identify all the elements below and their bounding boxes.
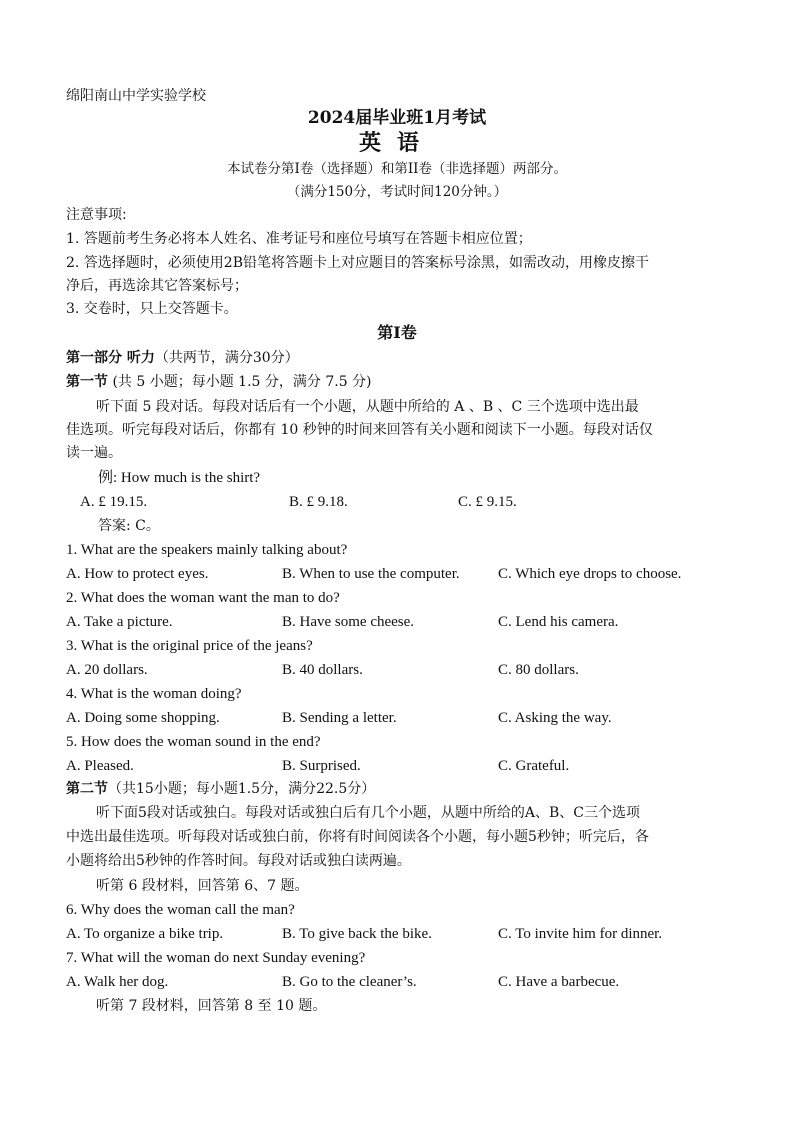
paper-structure-note: 本试卷分第I卷（选择题）和第II卷（非选择题）两部分。 [227,161,567,177]
question-5-option-a: A. Pleased. [66,758,134,774]
section1-instructions: 听下面 5 段对话。每段对话后有一个小题，从题中所给的 A 、B 、C 三个选项中选出最 [96,399,639,415]
question-5-option-b: B. Surprised. [282,758,361,774]
example-option-a: A. £ 19.15. [80,494,148,510]
subject-title: 英语 [358,130,435,156]
question-7-option-b: B. Go to the cleaner’s. [282,974,417,990]
question-1: 1. What are the speakers mainly talking about? [66,542,348,558]
section2-heading [66,779,375,799]
question-2-option-b: B. Have some cheese. [282,614,415,630]
question-6: 6. Why does the woman call the man? [66,902,295,918]
question-1-option-a: A. How to protect eyes. [66,566,209,582]
school-name: 绵阳南山中学实验学校 [66,88,206,104]
exam-title: 2024届毕业班1月考试 [307,108,487,128]
question-5-option-c: C. Grateful. [498,758,570,774]
question-7: 7. What will the woman do next Sunday evening? [66,950,366,966]
question-4-option-a: A. Doing some shopping. [66,710,220,726]
question-3-option-c: C. 80 dollars. [498,662,579,678]
section1-instructions-end: 读一遍。 [66,445,122,461]
question-6-option-b: B. To give back the bike. [282,926,432,942]
example-option-b: B. £ 9.18. [289,494,348,510]
example-answer: 答案: C。 [98,518,160,534]
section2-instructions-end: 小题将给出5秒钟的作答时间。每段对话或独白读两遍。 [66,853,411,869]
section1-instructions-cont: 佳选项。听完每段对话后，你都有 10 秒钟的时间来回答有关小题和阅读下一小题。每段对话仅 [66,422,653,438]
section1-title: 第一节 [66,374,108,390]
question-5: 5. How does the woman sound in the end? [66,734,321,750]
question-1-option-c: C. Which eye drops to choose. [498,566,682,582]
question-6-option-c: C. To invite him for dinner. [498,926,663,942]
section1-detail: (共 5 小题；每小题 1.5 分，满分 7.5 分) [108,374,372,390]
notice-heading: 注意事项: [66,207,127,223]
part1-detail: （共两节，满分30分） [154,350,299,366]
notice-item-1: 1. 答题前考生务必将本人姓名、准考证号和座位号填写在答题卡相应位置； [66,231,532,247]
question-7-option-a: A. Walk her dog. [66,974,169,990]
question-4-option-b: B. Sending a letter. [282,710,397,726]
section2-title: 第二节 [66,781,108,797]
notice-item-2-cont: 净后，再选涂其它答案标号； [66,278,248,294]
example-option-c: C. £ 9.15. [458,494,517,510]
section2-instructions-cont: 中选出最佳选项。听每段对话或独白前，你将有时间阅读各个小题，每小题5秒钟；听完后，各 [66,829,649,845]
notice-item-3: 3. 交卷时，只上交答题卡。 [66,301,238,317]
section1-heading [66,372,372,392]
question-4: 4. What is the woman doing? [66,686,242,702]
score-time-note: （满分150分，考试时间120分钟。） [286,184,508,200]
question-2-option-c: C. Lend his camera. [498,614,619,630]
question-4-option-c: C. Asking the way. [498,710,612,726]
question-7-option-c: C. Have a barbecue. [498,974,620,990]
section2-instructions: 听下面5段对话或独白。每段对话或独白后有几个小题，从题中所给的A、B、C三个选项 [96,805,641,821]
question-3: 3. What is the original price of the jeans? [66,638,313,654]
section2-detail: （共15小题；每小题1.5分，满分22.5分） [108,781,376,797]
volume-title: 第I卷 [377,323,417,342]
question-2-option-a: A. Take a picture. [66,614,173,630]
example-question: 例: How much is the shirt? [98,470,261,486]
listening-material-6-note: 听第 6 段材料，回答第 6、7 题。 [96,878,309,894]
part1-title: 第一部分 听力 [66,350,155,366]
question-3-option-b: B. 40 dollars. [282,662,363,678]
notice-item-2: 2. 答选择题时，必须使用2B铅笔将答题卡上对应题目的答案标号涂黑，如需改动，用橡皮擦干 [66,255,650,271]
question-1-option-b: B. When to use the computer. [282,566,460,582]
question-3-option-a: A. 20 dollars. [66,662,148,678]
question-2: 2. What does the woman want the man to do? [66,590,340,606]
part1-heading [66,348,299,368]
question-6-option-a: A. To organize a bike trip. [66,926,224,942]
listening-material-7-note: 听第 7 段材料，回答第 8 至 10 题。 [96,998,327,1014]
